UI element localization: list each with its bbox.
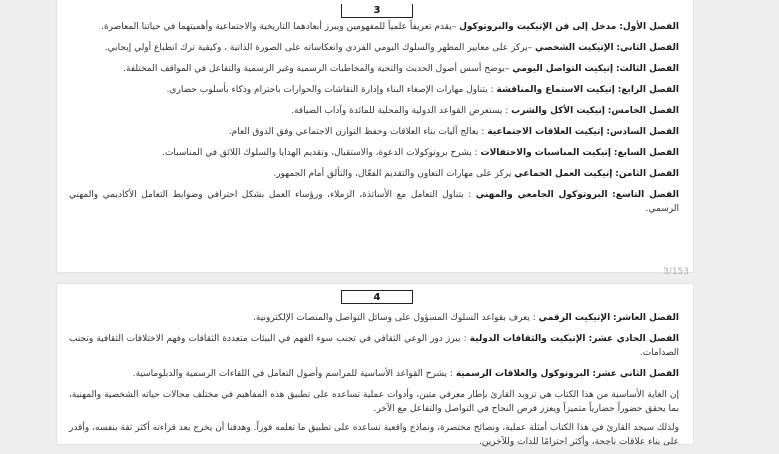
chapter-heading: الفصل السابع: (613, 148, 679, 158)
chapter-description: : يتناول التعامل مع الأساتذة، الزملاء، ورؤساء العمل بشكل احترافي وضوابط التعامل الأكاديمي والمهني الرسمي. (69, 190, 679, 214)
chapter-title: إتيكيت المناسبات والاحتفالات (480, 148, 612, 158)
chapter-item (69, 188, 679, 216)
chapter-list (69, 20, 679, 223)
chapter-heading: الفصل التاسع: (612, 190, 679, 200)
chapter-heading: الفصل الثاني عشر: (592, 369, 679, 379)
chapter-description: –يوضح أسس أصول الحديث والتحية والمخاطبات الرسمية وغير الرسمية والتفاعل في المواقف المختلفة. (123, 64, 513, 74)
chapter-title: الإتيكيت والثقافات الدولية (469, 334, 586, 344)
chapter-description: : يتناول مهارات الإصغاء البناء وإدارة النقاشات والحوارات باحترام وذكاء بأسلوب حضاري. (166, 85, 497, 95)
chapter-title: البروتوكول الجامعي والمهني (475, 190, 608, 200)
chapter-heading: الفصل السادس: (606, 127, 679, 137)
chapter-description: : يبرز دور الوعي الثقافي في تجنب سوء الفهم في البيئات متعددة الثقافات وفهم الاختلافات الثقافية وتجنب الصدامات. (69, 334, 679, 358)
chapter-item (69, 104, 679, 118)
chapter-item (69, 62, 679, 76)
chapter-item (69, 167, 679, 181)
chapter-description: : يشرح بروتوكولات الدعوة، والاستقبال، وتقديم الهدايا والسلوك اللائق في المناسبات. (162, 148, 481, 158)
chapter-item (69, 83, 679, 97)
chapter-heading: الفصل الثاني: (616, 43, 679, 53)
body-paragraph: إن الغاية الأساسية من هذا الكتاب هي تزويد القارئ بإطار معرفي متين، وأدوات عملية تساعده على تطبيق هذه المفاهيم في مختلف مجالات حياته الشخصية والمهنية، بما يحقق حضوراً حضارياً متميزاً ويعزز فرص النجاح في التواصل والتفاعل مع الآخر. (69, 390, 679, 414)
chapter-title: مدخل إلى فن الإتيكيت والبروتوكول (459, 22, 617, 32)
page-counter: 3/153 (663, 267, 689, 277)
chapter-description: –يركز على معايير المظهر والسلوك اليومي الفردي وانعكاساته على الصورة الذاتية ، وكيفية ترك انطباع أولي إيجابي. (104, 43, 536, 53)
chapter-description: : يشرح القواعد الأساسية للمراسم وأصول التعامل في اللقاءات الرسمية والدبلوماسية. (132, 369, 456, 379)
body-paragraph: ولذلك سيجد القارئ في هذا الكتاب أمثلة عملية، ونصائح مختصرة، ونماذج واقعية تساعده على تطبيق ما تعلمه فوراً. وهدفنا أن يخرج بعد قراءته أكثر ثقة بنفسه، وأقدر على بناء علاقات ناجحة، وأكثر احترامًا للذات وللآخرين. (69, 423, 679, 447)
page-number-box: 4 (341, 290, 413, 304)
chapter-title: الإتيكيت الشخصي (535, 43, 614, 53)
chapter-heading: الفصل الخامس: (607, 106, 679, 116)
chapter-title: البروتوكول والعلاقات الرسمية (455, 369, 590, 379)
chapter-title: إتيكيت الأكل والشرب (511, 106, 605, 116)
chapter-item (69, 146, 679, 160)
chapter-description: : يستعرض القواعد الدولية والمحلية للمائدة وآداب الضيافة. (291, 106, 512, 116)
chapter-heading: الفصل الحادي عشر: (588, 334, 680, 344)
chapter-title: إتيكيت العلاقات الاجتماعية (487, 127, 604, 137)
page-number-box: 3 (341, 4, 413, 18)
chapter-item (69, 41, 679, 55)
chapter-title: إتيكيت العمل الجماعي (514, 169, 613, 179)
document-page-3 (57, 0, 693, 272)
chapter-heading: الفصل الأول: (619, 22, 679, 32)
chapter-title: إتيكيت الاستماع والمناقشة (496, 85, 615, 95)
chapter-description: : يعرف بقواعد السلوك المسؤول على وسائل التواصل والمنصات الإلكترونية. (253, 313, 539, 323)
chapter-item (69, 311, 679, 325)
chapter-heading: الفصل العاشر: (613, 313, 679, 323)
chapter-description: : يعالج آليات بناء العلاقات وحفظ التوازن الاجتماعي وفق الذوق العام. (228, 127, 488, 137)
chapter-heading: الفصل الثامن: (615, 169, 679, 179)
chapter-item (69, 125, 679, 139)
chapter-heading: الفصل الثالث: (616, 64, 679, 74)
chapter-item (69, 367, 679, 381)
chapter-description: –يقدم تعريفاً علمياً للمفهومين ويبرز أبعادهما التاريخية والاجتماعية وأهميتهما في حياتنا المعاصرة. (101, 22, 460, 32)
chapter-item (69, 20, 679, 34)
chapter-item (69, 332, 679, 360)
document-page-4 (57, 284, 693, 447)
chapter-title: الإتيكيت الرقمي (538, 313, 611, 323)
chapter-list (69, 311, 679, 454)
chapter-heading: الفصل الرابع: (617, 85, 679, 95)
chapter-description: يركز على مهارات التعاون والتقديم الفعّال، والتألق أمام الجمهور. (273, 169, 515, 179)
chapter-title: إتيكيت التواصل اليومي (512, 64, 614, 74)
